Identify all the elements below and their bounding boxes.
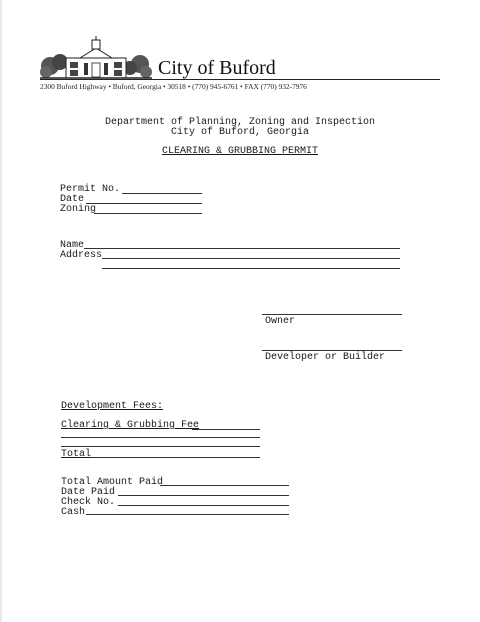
department-line-2: City of Buford, Georgia [170, 127, 310, 138]
date-paid-label: Date Paid [61, 487, 116, 498]
fees-heading: Development Fees: [61, 401, 164, 412]
cash-field[interactable] [86, 514, 289, 515]
date-paid-field[interactable] [118, 495, 289, 496]
zoning-field[interactable] [94, 213, 202, 214]
total-label: Total [61, 449, 92, 460]
city-hall-logo [40, 36, 152, 80]
developer-signature-line[interactable] [262, 350, 402, 351]
scan-edge [0, 0, 2, 622]
total-paid-label: Total Amount Paid [61, 477, 164, 488]
check-no-field[interactable] [118, 505, 289, 506]
fee-blank-line-1[interactable] [61, 437, 260, 438]
permit-no-field[interactable] [122, 193, 202, 194]
letterhead-rule [40, 79, 440, 80]
clearing-fee-label: Clearing & Grubbing Fee [61, 420, 200, 431]
developer-label: Developer or Builder [265, 352, 386, 363]
fee-blank-line-2[interactable] [61, 446, 260, 447]
date-label: Date [60, 194, 85, 205]
total-paid-field[interactable] [160, 485, 289, 486]
address-field-line-2[interactable] [102, 268, 400, 269]
form-title: CLEARING & GRUBBING PERMIT [161, 146, 319, 157]
zoning-label: Zoning [60, 204, 97, 215]
address-line: 2300 Buford Highway • Buford, Georgia • 30518 • (770) 945-6761 • FAX (770) 932-7976 [40, 82, 307, 91]
name-label: Name [60, 240, 85, 251]
total-field[interactable] [90, 457, 260, 458]
check-no-label: Check No. [61, 497, 116, 508]
clearing-fee-field[interactable] [192, 429, 260, 430]
permit-no-label: Permit No. [60, 184, 121, 195]
city-name: City of Buford [158, 57, 276, 79]
department-line-1: Department of Planning, Zoning and Inspection [104, 117, 376, 128]
owner-signature-line[interactable] [262, 314, 402, 315]
name-field[interactable] [84, 248, 400, 249]
address-label: Address [60, 250, 103, 261]
cash-label: Cash [61, 507, 86, 518]
owner-label: Owner [265, 316, 296, 327]
date-field[interactable] [86, 203, 202, 204]
address-field[interactable] [102, 258, 400, 259]
